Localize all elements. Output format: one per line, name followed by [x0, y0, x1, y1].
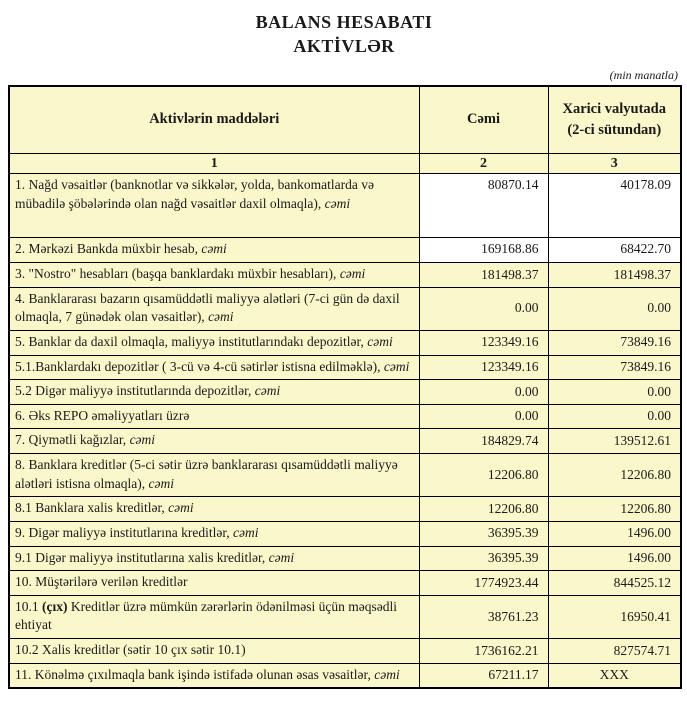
row-foreign-cell: 181498.37 [548, 263, 681, 288]
row-total-cell: 1736162.21 [419, 639, 548, 664]
table-row [9, 663, 681, 688]
row-label-cell: 3. "Nostro" hesabları (başqa banklardakı müxbir hesabları), cəmi [9, 263, 419, 288]
column-number-row [9, 154, 681, 174]
table-row [9, 595, 681, 638]
row-foreign-cell: 0.00 [548, 404, 681, 429]
row-label-cell: 5. Banklar da daxil olmaqla, maliyyə institutlarındakı depozitlər, cəmi [9, 330, 419, 355]
col-header-total: Cəmi [419, 86, 548, 154]
table-row [9, 355, 681, 380]
row-foreign-cell: 1496.00 [548, 521, 681, 546]
row-total-cell: 169168.86 [419, 238, 548, 263]
row-foreign-cell: 12206.80 [548, 454, 681, 497]
table-row [9, 238, 681, 263]
row-foreign-cell: 40178.09 [548, 174, 681, 238]
row-label-cell: 4. Banklararası bazarın qısamüddətli maliyyə alətləri (7-ci gün də daxil olmaqla, 7 günədək olan vəsaitlər), cəmi [9, 287, 419, 330]
row-total-cell: 67211.17 [419, 663, 548, 688]
table-row [9, 287, 681, 330]
row-total-cell: 123349.16 [419, 355, 548, 380]
col-number-2: 2 [419, 154, 548, 174]
row-total-cell: 36395.39 [419, 546, 548, 571]
row-foreign-cell: 68422.70 [548, 238, 681, 263]
row-label-cell: 10.2 Xalis kreditlər (sətir 10 çıx sətir 10.1) [9, 639, 419, 664]
row-total-cell: 80870.14 [419, 174, 548, 238]
row-total-cell: 0.00 [419, 287, 548, 330]
col-header-items: Aktivlərin maddələri [9, 86, 419, 154]
row-total-cell: 184829.74 [419, 429, 548, 454]
row-foreign-cell: 1496.00 [548, 546, 681, 571]
row-label-cell: 7. Qiymətli kağızlar, cəmi [9, 429, 419, 454]
table-row [9, 454, 681, 497]
row-foreign-cell: 0.00 [548, 380, 681, 405]
row-foreign-cell: XXX [548, 663, 681, 688]
row-foreign-cell: 139512.61 [548, 429, 681, 454]
table-row [9, 380, 681, 405]
row-label-cell: 5.2 Digər maliyyə institutlarında depozitlər, cəmi [9, 380, 419, 405]
row-foreign-cell: 0.00 [548, 287, 681, 330]
row-total-cell: 36395.39 [419, 521, 548, 546]
table-row [9, 330, 681, 355]
row-label-cell: 1. Nağd vəsaitlər (banknotlar və sikkələr, yolda, bankomatlarda və mübadilə şöbələrində olan nağd vəsaitlər daxil olmaqla), cəmi [9, 174, 419, 238]
row-label-cell: 8. Banklara kreditlər (5-ci sətir üzrə banklararası qısamüddətli maliyyə alətləri istisna olmaqla), cəmi [9, 454, 419, 497]
row-label-cell: 9.1 Digər maliyyə institutlarına xalis kreditlər, cəmi [9, 546, 419, 571]
row-total-cell: 0.00 [419, 404, 548, 429]
row-foreign-cell: 844525.12 [548, 571, 681, 596]
table-row [9, 404, 681, 429]
row-label-cell: 8.1 Banklara xalis kreditlər, cəmi [9, 497, 419, 522]
row-label-cell: 2. Mərkəzi Bankda müxbir hesab, cəmi [9, 238, 419, 263]
table-row [9, 571, 681, 596]
row-label-cell: 10. Müştərilərə verilən kreditlər [9, 571, 419, 596]
col-header-foreign: Xarici valyutada (2-ci sütundan) [548, 86, 681, 154]
report-title-line2: AKTİVLƏR [293, 36, 395, 57]
row-total-cell: 12206.80 [419, 454, 548, 497]
table-row [9, 521, 681, 546]
row-total-cell: 181498.37 [419, 263, 548, 288]
col-number-1: 1 [9, 154, 419, 174]
report-title-line1: BALANS HESABATI [255, 12, 433, 32]
row-label-cell: 6. Əks REPO əməliyyatları üzrə [9, 404, 419, 429]
col-number-3: 3 [548, 154, 681, 174]
row-label-cell: 5.1.Banklardakı depozitlər ( 3-cü və 4-cü sətirlər istisna edilməklə), cəmi [9, 355, 419, 380]
table-row [9, 546, 681, 571]
row-foreign-cell: 73849.16 [548, 355, 681, 380]
table-row [9, 263, 681, 288]
balance-sheet-table [8, 85, 682, 690]
row-label-cell: 10.1 (çıx) Kreditlər üzrə mümkün zərərlərin ödənilməsi üçün məqsədli ehtiyat [9, 595, 419, 638]
row-total-cell: 0.00 [419, 380, 548, 405]
unit-note: (min manatla) [609, 67, 678, 82]
table-row [9, 429, 681, 454]
table-row [9, 497, 681, 522]
row-foreign-cell: 16950.41 [548, 595, 681, 638]
table-body [9, 174, 681, 688]
row-total-cell: 1774923.44 [419, 571, 548, 596]
row-label-cell: 9. Digər maliyyə institutlarına kreditlər, cəmi [9, 521, 419, 546]
header-row [9, 86, 681, 154]
row-foreign-cell: 73849.16 [548, 330, 681, 355]
row-total-cell: 123349.16 [419, 330, 548, 355]
table-header [9, 86, 681, 174]
table-row [9, 639, 681, 664]
table-row [9, 174, 681, 238]
row-foreign-cell: 827574.71 [548, 639, 681, 664]
report-title [8, 10, 680, 59]
row-total-cell: 38761.23 [419, 595, 548, 638]
row-label-cell: 11. Könəlmə çıxılmaqla bank işində istifadə olunan əsas vəsaitlər, cəmi [9, 663, 419, 688]
row-foreign-cell: 12206.80 [548, 497, 681, 522]
row-total-cell: 12206.80 [419, 497, 548, 522]
